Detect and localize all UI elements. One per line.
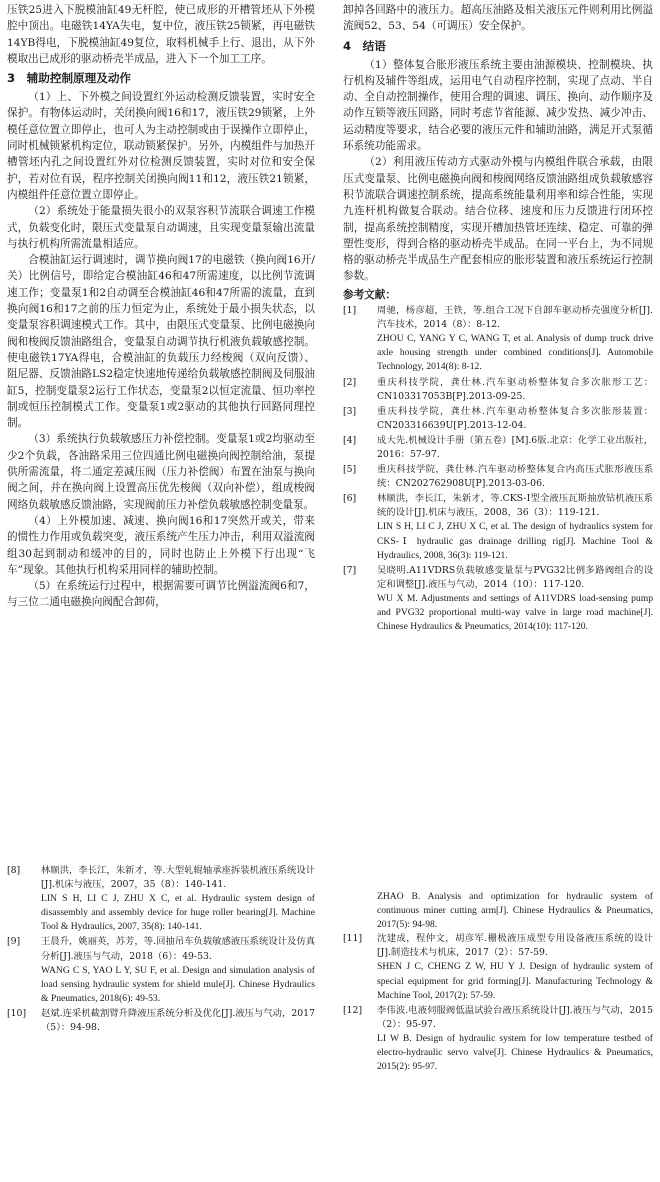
reference-body bbox=[41, 935, 315, 1005]
reference-text-en: SHEN J C, CHENG Z W, HU Y J. Design of hydraulic system of special equipment for grid forming[J]. Manufacturing Technology & Machine Tool, 2017(2): 57-59. bbox=[377, 961, 653, 1001]
reference-text-cn: 吴晓明.A11VDRS负载敏感变量泵与PVG32比例多路阀组合的设定和调整[J].液压与气动，2014（10）：117-120. bbox=[377, 564, 653, 590]
reference-number: [5] bbox=[343, 464, 357, 476]
bottom-left-column bbox=[7, 864, 315, 1180]
reference-text-cn: 成大先.机械设计手册（第五卷）[M].6版.北京：化学工业出版社，2016：57-97. bbox=[377, 434, 653, 460]
paragraph-3: 合模油缸运行调速时，调节换向阀17的电磁铁（换向阀16开/关）比例信号，即给定合模油缸46和47所需速度，以比例节流调速工作；变量泵1和2自动调至合模油缸46和47所需的流量，直到换向阀16和17之前的压力恒定为止，系统处于最小损失状态，以变量泵容积调速模式工作。其中，由限压式变量泵、比例电磁换向阀和梭阀反馈油路组合，变量泵自动调节执行机液负载敏感控制。使电磁铁17YA得电，合模油缸的负载压力经梭阀（双向反馈）、阻尼器、反馈油路LS2稳定快速地传递给负载敏感控制阀及伺服油缸5，控制变量泵2运行工作状态，变量泵2以恒定流量、恒功率控制或恒压控制模式工作。变量泵1或2驱动的其他执行回路同理控制。 bbox=[7, 254, 315, 430]
reference-item bbox=[343, 492, 653, 562]
paragraph-continued: 卸掉各回路中的液压力。超高压油路及相关液压元件则利用比例溢流阀52、53、54（可调压）安全保护。 bbox=[343, 4, 653, 33]
reference-text-cn: 李伟波.电液伺服阀低温试验台液压系统设计[J].液压与气动，2015（2）：95-97. bbox=[377, 1004, 653, 1030]
right-column bbox=[343, 2, 653, 855]
reference-item bbox=[343, 1004, 653, 1074]
reference-item bbox=[7, 1007, 315, 1035]
paragraph-continued: 压铁25进入下脱模油缸49无杆腔，使已成形的开槽管坯从下外模腔中顶出。电磁铁14YA失电，复中位，液压铁25锁紧，再电磁铁14YB得电，下脱模油缸49复位，取料机械手上行、退出，从下外模取出已成形的驱动桥壳半成品，进入下一个加工工序。 bbox=[7, 4, 315, 65]
reference-number: [7] bbox=[343, 564, 357, 576]
paragraph-4: （3）系统执行负载敏感压力补偿控制。变量泵1或2均驱动至少2个负载，各油路采用三位四通比例电磁换向阀控制给油，泵提供所需流量，将二通定差减压阀（压力补偿阀）布置在油泵与换向阀之间，并在换向阀上设置高压优先梭阀（双向补偿），组成梭阀网络负载敏感反馈油路，实现阀前压力补偿负载敏感控制变量泵。 bbox=[7, 433, 315, 511]
reference-body bbox=[377, 564, 653, 634]
reference-text-en: LIN S H, LI C J, ZHU X C, et al. The design of hydraulics system for CKS-Ⅰ hydraulic gas drainage drilling rig[J]. Machine Tool & Hydraulics, 2008, 36(3): 119-121. bbox=[377, 521, 653, 561]
reference-text-cn: 重庆科技学院，龚仕林.汽车驱动桥整体复合内高压式胀形液压系统：CN202762908U[P].2013-03-06. bbox=[377, 464, 653, 490]
reference-text-cn: 周驰，杨彦超，王铁，等.组合工况下自卸车驱动桥壳强度分析[J].汽车技术，2014（8）：8-12. bbox=[377, 305, 653, 331]
reference-number: [1] bbox=[343, 305, 357, 317]
reference-number: [3] bbox=[343, 405, 357, 417]
reference-list bbox=[343, 932, 653, 1074]
paragraph-2: （2）系统处于能量损失很小的双泵容积节流联合调速工作模式，负载变化时，限压式变量泵自动调速，且实现变量泵输出流量与执行机构所需流量相适应。 bbox=[7, 205, 315, 250]
conclusion-1: （1）整体复合胀形液压系统主要由油源模块、控制模块、执行机构及辅件等组成，运用电气自动程序控制，实现了点动、半自动、全自动控制操作，使用合理的调速、调压、换向、动作顺序及动作互锁等液压回路，同时考虑节省能源、减少发热、减少冲击、运动精度等要求，结合必要的液压元件和辅助油路，满足开式泵循环系统功能需求。 bbox=[343, 58, 653, 153]
reference-item bbox=[343, 463, 653, 491]
reference-item bbox=[7, 935, 315, 1005]
bottom-right-column bbox=[343, 890, 653, 1180]
reference-body bbox=[377, 304, 653, 374]
left-column bbox=[7, 2, 315, 846]
reference-text-en: LIN S H, LI C J, ZHU X C, et al. Hydraulic system design of disassembly and assembly device for huge roller bearing[J]. Machine Tool & Hydraulics, 2007, 35(8): 140-141. bbox=[41, 893, 315, 933]
reference-text-cn: 赵斌.连采机截割臂升降液压系统分析及优化[J].液压与气动，2017（5）：94-98. bbox=[41, 1007, 315, 1034]
paragraph-5: （4）上外模加速、减速、换向阀16和17突然开或关，带来的惯性力作用或负载突变，液压系统产生压力冲击，利用双溢流阀组30起到制动和缓冲的目的，同时也防止上外模下行出现“飞车”现象。其他执行机构采用同样的辅助控制。 bbox=[7, 514, 315, 576]
reference-text-en: WU X M. Adjustments and settings of A11VDRS load-sensing pump and PVG32 proportional multi-way valve in large road machine[J]. Chinese Hydraulics & Pneumatics, 2014(10): 117-120. bbox=[377, 592, 653, 633]
reference-body bbox=[41, 864, 315, 934]
reference-body bbox=[377, 434, 653, 462]
reference-body bbox=[377, 405, 653, 433]
reference-item bbox=[7, 864, 315, 934]
reference-text-cn: 重庆科技学院，龚仕林.汽车驱动桥整体复合多次胀形工艺：CN103317053B[P].2013-09-25. bbox=[377, 376, 653, 402]
reference-text-cn: 林顺洪，李长江，朱新才，等.大型轧辊轴承座拆装机液压系统设计[J].机床与液压，2007，35（8）：140-141. bbox=[41, 865, 315, 891]
reference-item bbox=[343, 405, 653, 433]
reference-list bbox=[343, 304, 653, 634]
section-3-heading: 3 辅助控制原理及动作 bbox=[7, 71, 132, 86]
reference-number: [6] bbox=[343, 493, 357, 505]
reference-body bbox=[377, 463, 653, 491]
reference-number: [12] bbox=[343, 1004, 363, 1016]
reference-number: [2] bbox=[343, 376, 357, 388]
reference-body bbox=[377, 492, 653, 562]
paragraph-1: （1）上、下外模之间设置红外运动检测反馈装置，实时安全保护。有物体运动时，关闭换向阀16和17，液压铁29锁紧，上外模任意位置立即停止，也可人为主动控制或由于误操作立即停止，同时机械锁紧机构定位，联动锁紧保护。另外，内模组件与加热开槽管坯内孔之间设置红外对位检测反馈装置，实时对位和安全保护，若对位有误，程序控制关闭换向阀11和12，液压铁21锁紧，内模组件任意位置立即停止。 bbox=[7, 91, 315, 201]
reference-text-cn: 王晨升，姚丽英，苏芳，等.回抽吊车负载敏感液压系统设计及仿真分析[J].液压与气动，2018（6）：49-53. bbox=[41, 936, 315, 962]
reference-number: [9] bbox=[7, 936, 21, 948]
paragraph-6: （5）在系统运行过程中，根据需要可调节比例溢流阀6和7，与三位二通电磁换向阀配合卸荷， bbox=[7, 580, 315, 609]
reference-text-en: ZHOU C, YANG Y C, WANG T, et al. Analysis of dump truck drive axle housing strength under combined conditions[J]. Automobile Technology, 2014(8): 8-12. bbox=[377, 333, 653, 373]
reference-number: [4] bbox=[343, 434, 357, 446]
reference-body bbox=[41, 1007, 315, 1035]
reference-item bbox=[343, 932, 653, 1002]
reference-body bbox=[377, 932, 653, 1002]
reference-text-en: LI W B. Design of hydraulic system for low temperature testbed of electro-hydraulic servo valve[J]. Chinese Hydraulics & Pneumatics, 2015(2): 95-97. bbox=[377, 1032, 653, 1073]
reference-item bbox=[343, 376, 653, 404]
reference-continued: ZHAO B. Analysis and optimization for hydraulic system of continuous miner cutting arm[J]. Chinese Hydraulics & Pneumatics, 2017(5): 94-98. bbox=[377, 891, 653, 931]
reference-item bbox=[343, 564, 653, 634]
reference-text-cn: 沈建成，程仲文，胡彦军.栅极液压成型专用设备液压系统的设计[J].制造技术与机床，2017（2）：57-59. bbox=[377, 933, 653, 959]
reference-number: [10] bbox=[7, 1007, 27, 1019]
reference-item bbox=[343, 434, 653, 462]
references-heading: 参考文献： bbox=[343, 288, 396, 301]
reference-text-en: WANG C S, YAO L Y, SU F, et al. Design and simulation analysis of load sensing hydraulic system for shield mule[J]. Chinese Hydraulics & Pneumatics, 2018(6): 49-53. bbox=[41, 964, 315, 1004]
reference-item bbox=[343, 304, 653, 374]
reference-number: [11] bbox=[343, 933, 363, 945]
reference-number: [8] bbox=[7, 865, 21, 876]
section-4-heading: 4 结语 bbox=[343, 38, 386, 53]
reference-text-cn: 林顺洪，李长江，朱新才，等.CKS-Ⅰ型全液压瓦斯抽放钻机液压系统的设计[J].机床与液压，2008，36（3）：119-121. bbox=[377, 493, 653, 519]
reference-list bbox=[7, 864, 315, 1035]
reference-text-cn: 重庆科技学院，龚仕林.汽车驱动桥整体复合多次胀形装置：CN203316639U[P].2013-12-04. bbox=[377, 405, 653, 431]
conclusion-2: （2）利用液压传动方式驱动外模与内模组件联合承载，由限压式变量泵、比例电磁换向阀和梭阀网络反馈油路组成负载敏感容积节流联合调速控制系统，提高系统能量利用率和综合性能，实现九连杆机构做复合联动。结合位移、速度和压力反馈进行闭环控制，提高系统控制精度，实现开槽加热管坯连续、稳定、可靠的弹塑性变形，得到合格的驱动桥壳半成品。在同一平台上，为不同规格的驱动桥壳半成品生产配套相应的胀形装置和液压系统运行控制参数。 bbox=[343, 156, 653, 283]
reference-body bbox=[377, 376, 653, 404]
reference-body bbox=[377, 1004, 653, 1074]
